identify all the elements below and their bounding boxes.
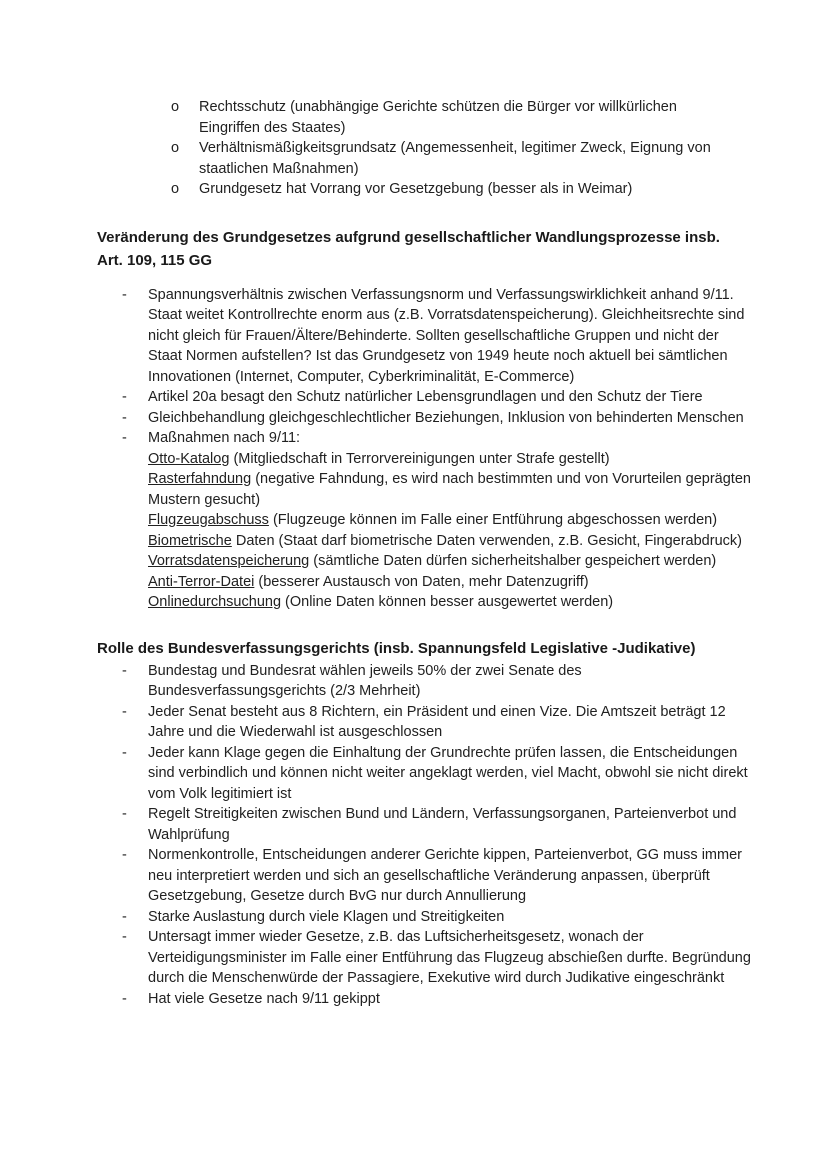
list-item [171,138,828,179]
list-item-text: Normenkontrolle, Entscheidungen anderer Gerichte kippen, Parteienverbot, GG muss immer neu interpretiert werden und sich an gesellschaftliche Veränderung anpassen, überprüft Gesetzgebung, Gesetze durch BvG nur durch Annullierung [148,847,742,904]
measure-line [148,572,752,593]
measure-line [148,531,752,552]
measure-desc: (Mitgliedschaft in Terrorvereinigungen unter Strafe gestellt) [229,450,610,467]
measure-desc: Daten (Staat darf biometrische Daten verwenden, z.B. Gesicht, Fingerabdruck) [231,532,742,549]
list-item [122,743,828,805]
intro-list [171,97,828,200]
measure-term: Onlinedurchsuchung [148,594,282,610]
list-item [122,989,828,1010]
list-item [122,428,828,449]
list-item [122,285,828,388]
dash-bullet-marker: - [122,908,127,925]
measure-desc: (Online Daten können besser ausgewertet werden) [281,594,614,610]
list-item [171,179,828,200]
list-item-text: Gleichbehandlung gleichgeschlechtlicher Beziehungen, Inklusion von behinderten Menschen [148,409,744,426]
list-item [122,804,828,845]
section-heading-amendments: Veränderung des Grundgesetzes aufgrund gesellschaftlicher Wandlungsprozesse insb. Art. 109, 115 GG [97,228,720,269]
measure-line [148,449,752,470]
measure-line [148,469,752,510]
list-item-text: Jeder kann Klage gegen die Einhaltung der Grundrechte prüfen lassen, die Entscheidungen sind verbindlich und können nicht weiter angeklagt werden, viel Macht, obwohl sie nicht direkt vom Volk legitimiert ist [148,744,748,802]
dash-bullet-marker: - [122,990,127,1007]
list-item-text: Maßnahmen nach 9/11: [148,430,301,446]
dash-bullet-marker: - [122,409,127,426]
circle-bullet-marker: o [171,140,180,156]
dash-bullet-marker: - [122,703,127,720]
measure-term: Otto-Katalog [148,450,230,467]
dash-bullet-marker: - [122,744,127,761]
dash-bullet-marker: - [122,286,127,303]
role-list [122,661,828,1010]
list-item [122,387,828,408]
measure-desc: (sämtliche Daten dürfen sicherheitshalber gespeichert werden) [309,553,717,569]
list-item-text: Verhältnismäßigkeitsgrundsatz (Angemessenheit, legitimer Zweck, Eignung von staatlichen Maßnahmen) [199,140,711,177]
list-item [171,97,828,138]
dash-bullet-marker: - [122,662,127,679]
list-item-text: Spannungsverhältnis zwischen Verfassungsnorm und Verfassungswirklichkeit anhand 9/11. Staat weitet Kontrollrechte enorm aus (z.B. Vorratsdatenspeicherung). Gleichheitsrechte sind nicht gleich für Frauen/Ältere/Behinderte. Sollten gesellschaftliche Gruppen und nicht der Staat Normen aufstellen? Ist das Grundgesetz von 1949 heute noch aktuell bei sämtlichen Innovationen (Internet, Computer, Cyberkriminalität, E-Commerce) [148,286,745,385]
measure-desc: (besserer Austausch von Daten, mehr Datenzugriff) [254,573,589,590]
list-item [122,661,828,702]
list-item-text: Grundgesetz hat Vorrang vor Gesetzgebung (besser als in Weimar) [199,181,633,197]
list-item-text: Hat viele Gesetze nach 9/11 gekippt [148,990,380,1007]
dash-bullet-marker: - [122,847,127,863]
measure-term: Flugzeugabschuss [148,512,269,528]
measure-term: Rasterfahndung [148,471,252,487]
circle-bullet-marker: o [171,181,180,197]
list-item [122,927,828,989]
measure-term: Biometrische [148,532,232,549]
dash-bullet-marker: - [122,430,127,446]
list-item [122,702,828,743]
measure-line [148,592,752,613]
list-item-text: Rechtsschutz (unabhängige Gerichte schützen die Bürger vor willkürlichen Eingriffen des Staates) [199,99,677,136]
measure-term: Anti-Terror-Datei [148,573,255,590]
list-item-text: Regelt Streitigkeiten zwischen Bund und Ländern, Verfassungsorganen, Parteienverbot und Wahlprüfung [148,806,737,843]
measure-desc: (Flugzeuge können im Falle einer Entführung abgeschossen werden) [268,512,718,528]
list-item-text: Bundestag und Bundesrat wählen jeweils 50% der zwei Senate des Bundesverfassungsgerichts (2/3 Mehrheit) [148,662,582,699]
measure-term: Vorratsdatenspeicherung [148,553,310,569]
list-item-text: Starke Auslastung durch viele Klagen und Streitigkeiten [148,908,505,925]
circle-bullet-marker: o [171,99,180,115]
list-item [122,408,828,429]
measure-desc: (negative Fahndung, es wird nach bestimmten und von Vorurteilen geprägten Mustern gesucht) [148,471,751,508]
amendments-list [122,285,828,613]
list-item [122,845,828,907]
dash-bullet-marker: - [122,389,127,405]
list-item [122,907,828,928]
dash-bullet-marker: - [122,929,127,945]
list-item-text: Artikel 20a besagt den Schutz natürlicher Lebensgrundlagen und den Schutz der Tiere [148,389,703,405]
dash-bullet-marker: - [122,806,127,822]
list-item-text: Jeder Senat besteht aus 8 Richtern, ein Präsident und einen Vize. Die Amtszeit beträgt 12 Jahre und die Wiederwahl ist ausgeschlossen [148,703,726,740]
measure-line [148,510,752,531]
measure-line [148,551,752,572]
list-item-text: Untersagt immer wieder Gesetze, z.B. das Luftsicherheitsgesetz, wonach der Verteidigungsminister im Falle einer Entführung das Flugzeug abschießen durfte. Begründung durch die Menschenwürde der Passagiere, Exekutive wird durch Judikative eingeschränkt [148,929,751,986]
section-heading-role: Rolle des Bundesverfassungsgerichts (insb. Spannungsfeld Legislative -Judikative) [97,639,696,657]
